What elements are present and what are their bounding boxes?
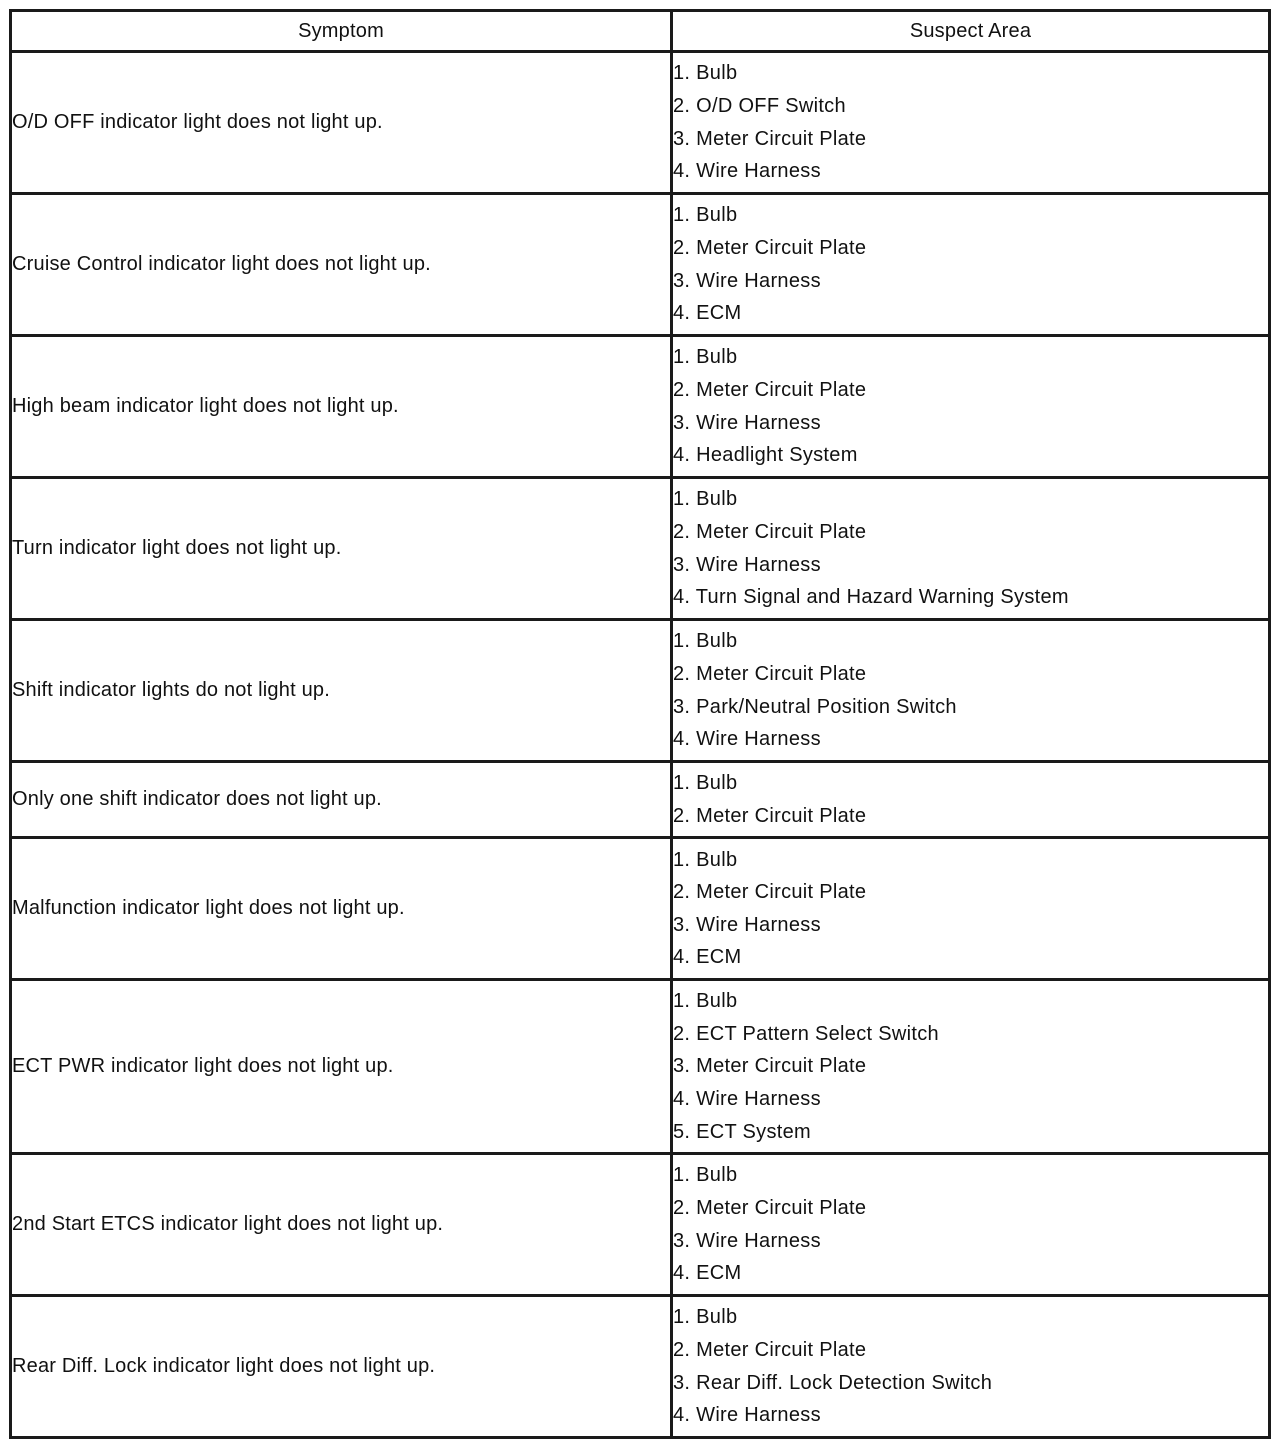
suspect-list (673, 1155, 1268, 1293)
suspect-item: 2. Meter Circuit Plate (673, 1197, 867, 1220)
suspect-area-cell (672, 336, 1270, 478)
symptom-cell: Rear Diff. Lock indicator light does not light up. (11, 1296, 672, 1438)
suspect-list (673, 53, 1268, 191)
suspect-item: 1. Bulb (673, 204, 738, 227)
symptom-cell: Shift indicator lights do not light up. (11, 620, 672, 762)
symptom-cell: High beam indicator light does not light up. (11, 336, 672, 478)
suspect-area-cell (672, 478, 1270, 620)
suspect-item: 3. Rear Diff. Lock Detection Switch (673, 1371, 993, 1394)
symptom-cell: 2nd Start ETCS indicator light does not light up. (11, 1154, 672, 1296)
suspect-item: 1. Bulb (673, 772, 738, 794)
suspect-item: 4. Wire Harness (673, 1087, 821, 1110)
table-row (11, 838, 1270, 980)
suspect-item: 2. Meter Circuit Plate (673, 662, 867, 685)
suspect-area-cell (672, 620, 1270, 762)
suspect-item: 4. ECM (673, 1262, 742, 1285)
suspect-item: 2. Meter Circuit Plate (673, 378, 867, 401)
table-row (11, 620, 1270, 762)
table-row (11, 1154, 1270, 1296)
table-row (11, 336, 1270, 478)
suspect-item: 5. ECT System (673, 1120, 812, 1143)
suspect-item: 2. Meter Circuit Plate (673, 236, 867, 259)
suspect-item: 3. Meter Circuit Plate (673, 1055, 867, 1078)
symptom-cell: Malfunction indicator light does not light up. (11, 838, 672, 980)
symptom-cell: Only one shift indicator does not light up. (11, 762, 672, 838)
table-row (11, 52, 1270, 194)
table-body (11, 52, 1270, 1438)
suspect-area-cell (672, 1154, 1270, 1296)
suspect-list (673, 1297, 1268, 1435)
suspect-item: 1. Bulb (673, 848, 738, 871)
suspect-item: 3. Wire Harness (673, 1229, 821, 1252)
suspect-list (673, 840, 1268, 978)
suspect-area-cell (672, 980, 1270, 1154)
suspect-area-cell (672, 838, 1270, 980)
suspect-list (673, 763, 1268, 836)
suspect-list (673, 621, 1268, 759)
suspect-item: 4. Wire Harness (673, 160, 821, 183)
suspect-item: 4. Headlight System (673, 444, 858, 467)
suspect-area-cell (672, 762, 1270, 838)
symptom-cell: O/D OFF indicator light does not light up. (11, 52, 672, 194)
symptom-cell: Turn indicator light does not light up. (11, 478, 672, 620)
suspect-item: 3. Wire Harness (673, 913, 821, 936)
suspect-item: 2. Meter Circuit Plate (673, 1339, 867, 1362)
suspect-item: 4. Wire Harness (673, 728, 821, 751)
suspect-item: 3. Wire Harness (673, 553, 821, 576)
suspect-area-cell (672, 1296, 1270, 1438)
suspect-item: 1. Bulb (673, 346, 738, 369)
suspect-item: 2. O/D OFF Switch (673, 94, 846, 117)
suspect-item: 1. Bulb (673, 1164, 738, 1187)
suspect-item: 3. Wire Harness (673, 411, 821, 434)
suspect-item: 3. Park/Neutral Position Switch (673, 695, 957, 718)
suspect-list (673, 479, 1268, 617)
table-row (11, 762, 1270, 838)
suspect-item: 1. Bulb (673, 630, 738, 653)
troubleshooting-table (9, 9, 1271, 1439)
suspect-item: 2. Meter Circuit Plate (673, 881, 867, 904)
suspect-item: 1. Bulb (673, 990, 738, 1013)
suspect-item: 2. Meter Circuit Plate (673, 520, 867, 543)
suspect-area-column-header: Suspect Area (672, 11, 1270, 52)
suspect-area-cell (672, 52, 1270, 194)
table-row (11, 194, 1270, 336)
table-row (11, 980, 1270, 1154)
suspect-item: 4. ECM (673, 946, 742, 969)
suspect-item: 2. ECT Pattern Select Switch (673, 1022, 939, 1045)
suspect-item: 1. Bulb (673, 488, 738, 511)
suspect-item: 4. ECM (673, 302, 742, 325)
suspect-item: 4. Turn Signal and Hazard Warning System (673, 586, 1069, 609)
suspect-list (673, 981, 1268, 1152)
suspect-list (673, 195, 1268, 333)
header-row (11, 11, 1270, 52)
suspect-item: 3. Meter Circuit Plate (673, 127, 867, 150)
symptom-cell: Cruise Control indicator light does not light up. (11, 194, 672, 336)
symptom-cell: ECT PWR indicator light does not light up. (11, 980, 672, 1154)
suspect-item: 4. Wire Harness (673, 1404, 821, 1427)
suspect-item: 2. Meter Circuit Plate (673, 804, 867, 827)
table-row (11, 478, 1270, 620)
suspect-item: 1. Bulb (673, 62, 738, 85)
table-row (11, 1296, 1270, 1438)
symptom-column-header: Symptom (11, 11, 672, 52)
suspect-list (673, 337, 1268, 475)
table-header (11, 11, 1270, 52)
suspect-area-cell (672, 194, 1270, 336)
suspect-item: 1. Bulb (673, 1306, 738, 1329)
suspect-item: 3. Wire Harness (673, 269, 821, 292)
